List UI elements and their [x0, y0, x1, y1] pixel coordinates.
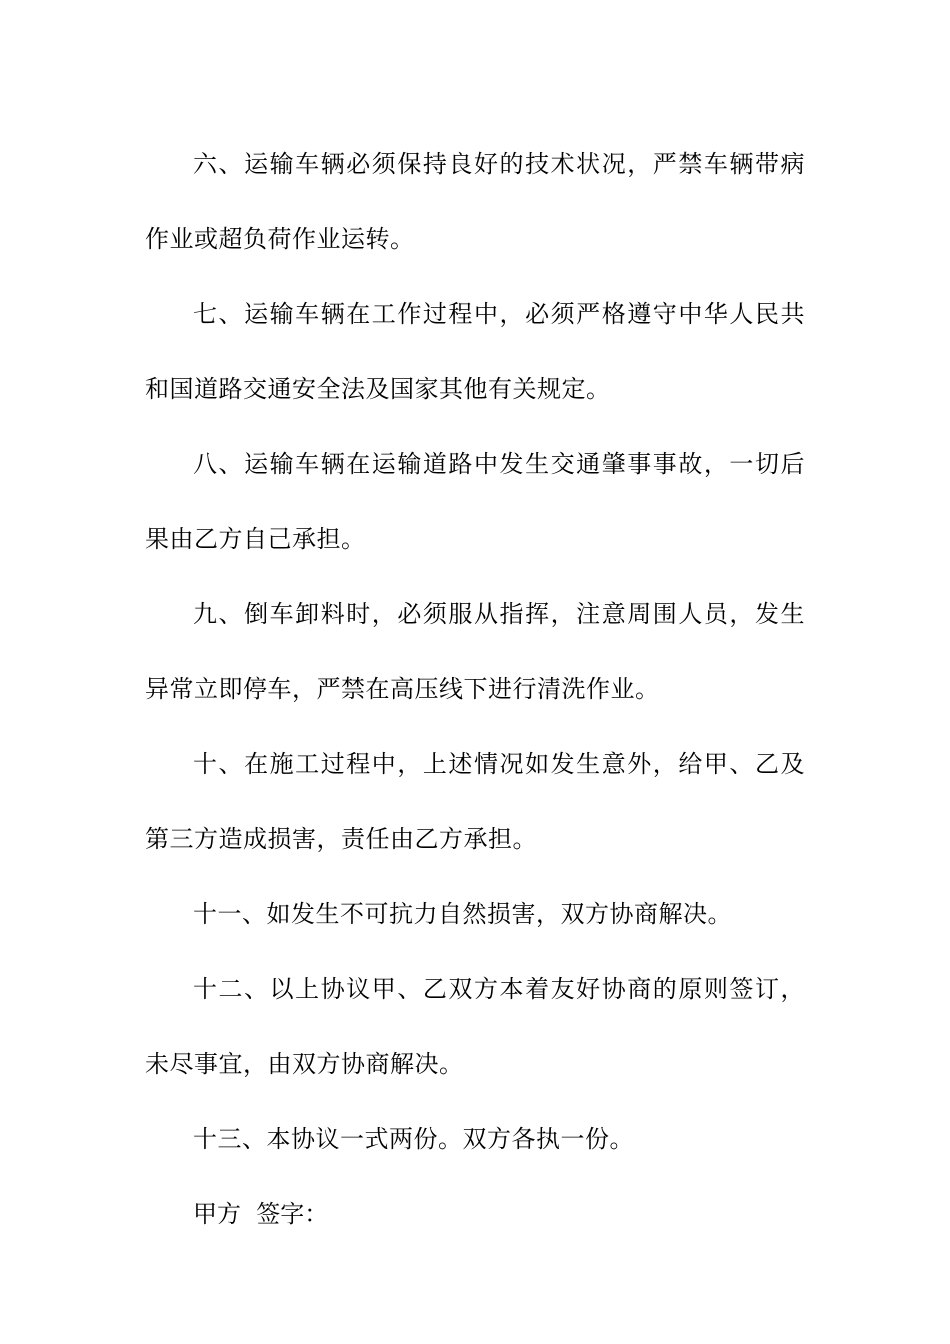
clause-10: 十、在施工过程中，上述情况如发生意外，给甲、乙及第三方造成损害，责任由乙方承担。 — [145, 750, 805, 853]
clause-6: 六、运输车辆必须保持良好的技术状况，严禁车辆带病作业或超负荷作业运转。 — [145, 150, 805, 253]
clause-11: 十一、如发生不可抗力自然损害，双方协商解决。 — [193, 900, 732, 928]
clause-13: 十三、本协议一式两份。双方各执一份。 — [193, 1125, 634, 1153]
clause-12: 十二、以上协议甲、乙双方本着友好协商的原则签订，未尽事宜，由双方协商解决。 — [145, 975, 805, 1078]
clause-8: 八、运输车辆在运输道路中发生交通肇事事故，一切后果由乙方自己承担。 — [145, 450, 805, 553]
clause-9: 九、倒车卸料时，必须服从指挥，注意周围人员，发生异常立即停车，严禁在高压线下进行清洗作业。 — [145, 600, 805, 703]
party-a-signature-line: 甲方 签字： — [193, 1200, 329, 1228]
document-page — [145, 127, 805, 1252]
clause-7: 七、运输车辆在工作过程中，必须严格遵守中华人民共和国道路交通安全法及国家其他有关规定。 — [145, 300, 805, 403]
